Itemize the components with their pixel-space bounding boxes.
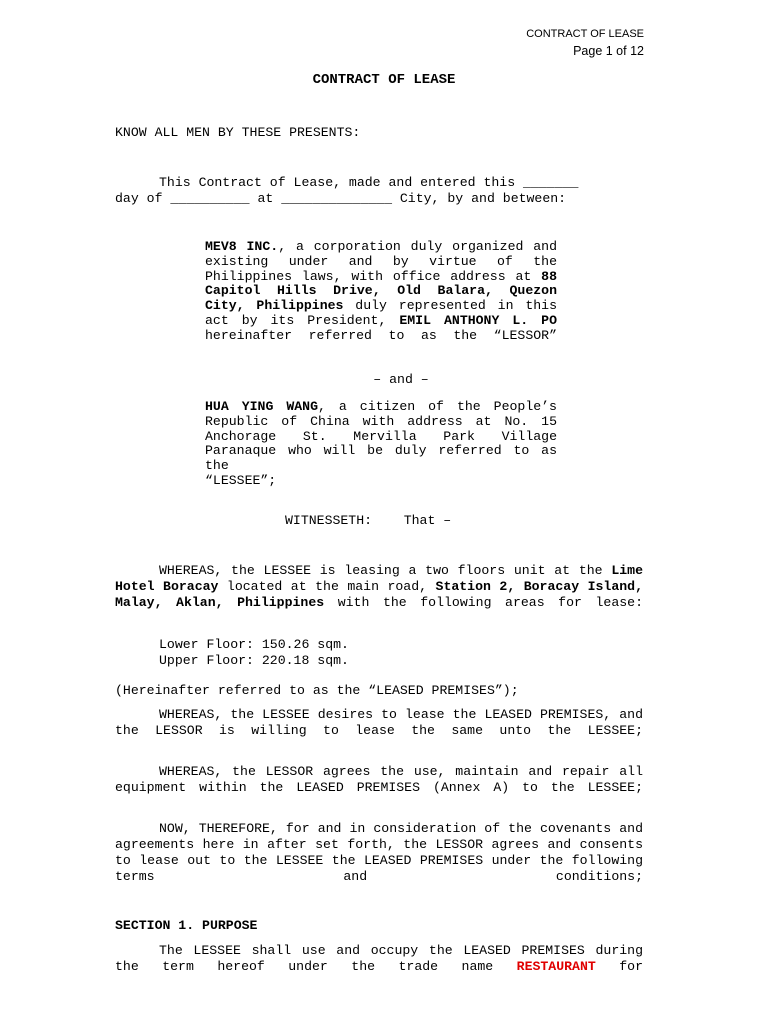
whereas-paragraph-1: WHEREAS, the LESSEE is leasing a two floors unit at the Lime Hotel Boracay located at the main road, Station 2, Boracay Island, Malay, Aklan, Philippines with the following areas for lease: <box>115 563 643 610</box>
intro-line-2: day of __________ at ______________ City, by and between: <box>115 191 567 206</box>
section-1-paragraph: The LESSEE shall use and occupy the LEASED PREMISES during the term hereof under the trade name RESTAURANT for <box>115 943 644 974</box>
witnesseth-heading: WITNESSETH: That – <box>285 513 452 528</box>
lower-floor-area: Lower Floor: 150.26 sqm. <box>159 637 349 652</box>
intro-line-1: This Contract of Lease, made and entered this _______ <box>159 175 579 190</box>
hotel-name: Lime Hotel Boracay <box>115 563 643 594</box>
lessor-president: EMIL ANTHONY L. PO <box>399 312 557 328</box>
upper-floor-area: Upper Floor: 220.18 sqm. <box>159 653 349 668</box>
lessor-address: 88 Capitol Hills Drive, Old Balara, Quezon City, Philippines <box>205 268 557 314</box>
now-therefore-paragraph: NOW, THEREFORE, for and in consideration of the covenants and agreements here in after set forth, the LESSOR agrees and consents to lease out to the LESSEE the LEASED PREMISES under the following terms and conditions; <box>115 821 643 884</box>
running-header-title: CONTRACT OF LEASE <box>526 28 644 40</box>
opening-line: KNOW ALL MEN BY THESE PRESENTS: <box>115 125 361 140</box>
lessee-name: HUA YING WANG <box>205 399 318 414</box>
intro-paragraph <box>115 175 643 207</box>
floor-areas <box>159 637 687 669</box>
whereas-paragraph-2: WHEREAS, the LESSEE desires to lease the LEASED PREMISES, and the LESSOR is willing to lease the same unto the LESSEE; <box>115 707 643 738</box>
lessee-label: “LESSEE”; <box>205 472 277 488</box>
trade-name: RESTAURANT <box>516 959 596 974</box>
lessor-name: MEV8 INC. <box>205 239 279 254</box>
whereas-paragraph-3: WHEREAS, the LESSOR agrees the use, maintain and repair all equipment within the LEASED PREMISES (Annex A) to the LESSEE; <box>115 764 643 795</box>
hotel-location: Station 2, Boracay Island, Malay, Aklan, Philippines <box>115 579 643 610</box>
section-1-heading: SECTION 1. PURPOSE <box>115 918 258 933</box>
leased-premises-definition: (Hereinafter referred to as the “LEASED PREMISES”); <box>115 683 519 698</box>
page-number: Page 1 of 12 <box>573 44 644 58</box>
lessee-party-block <box>205 400 557 489</box>
lessor-party-block: MEV8 INC., a corporation duly organized and existing under and by virtue of the Philippines laws, with office address at 88 Capitol Hills Drive, Old Balara, Quezon City, Philippines duly represented in this act by its President, EMIL ANTHONY L. PO hereinafter referred to as the “LESSOR” <box>205 239 557 343</box>
lessee-description: HUA YING WANG, a citizen of the People’s Republic of China with address at No. 15 Anchorage St. Mervilla Park Village Paranaque who will be duly referred to as the <box>205 399 557 474</box>
and-separator: – and – <box>373 372 429 387</box>
document-title: CONTRACT OF LEASE <box>312 72 456 88</box>
